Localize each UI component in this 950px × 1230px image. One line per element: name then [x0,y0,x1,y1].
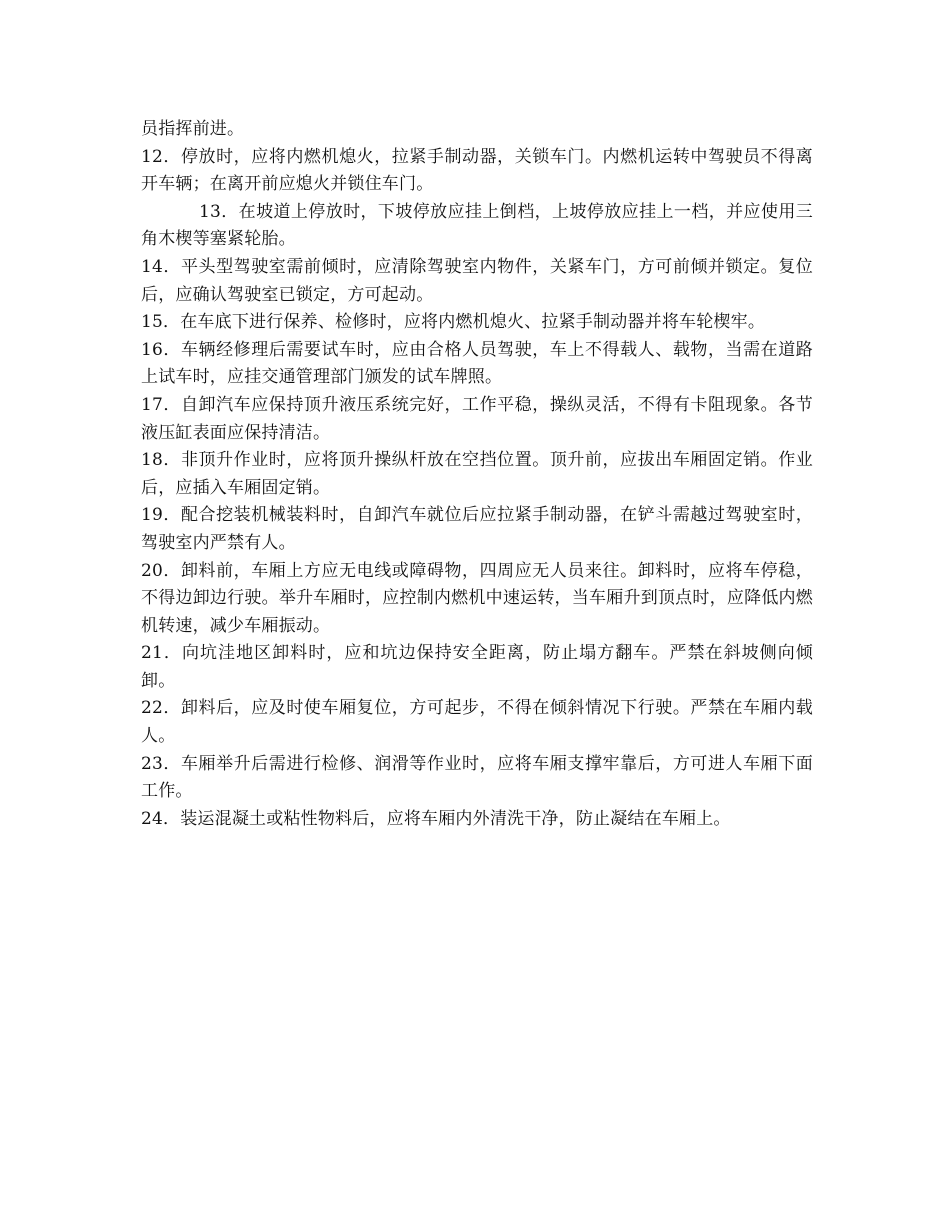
paragraph-item-19: 19．配合挖装机械装料时，自卸汽车就位后应拉紧手制动器，在铲斗需越过驾驶室时，驾驶室内严禁有人。 [141,505,813,553]
paragraph-continuation: 员指挥前进。 [141,119,245,139]
paragraph-item-16: 16．车辆经修理后需要试车时，应由合格人员驾驶，车上不得载人、载物，当需在道路上试车时，应挂交通管理部门颁发的试车牌照。 [141,339,813,388]
paragraph-item-15: 15．在车底下进行保养、检修时，应将内燃机熄火、拉紧手制动器并将车轮楔牢。 [141,312,766,333]
document-body [141,116,813,833]
paragraph-item-24: 24．装运混凝土或粘性物料后，应将车厢内外清洗干净，防止凝结在车厢上。 [141,808,731,829]
paragraph-item-22: 22．卸料后，应及时使车厢复位，方可起步，不得在倾斜情况下行驶。严禁在车厢内载人。 [141,698,813,747]
paragraph-item-23: 23．车厢举升后需进行检修、润滑等作业时，应将车厢支撑牢靠后，方可进人车厢下面工作。 [141,753,813,802]
paragraph-item-17: 17．自卸汽车应保持顶升液压系统完好，工作平稳，操纵灵活，不得有卡阻现象。各节液压缸表面应保持清洁。 [141,394,813,443]
paragraph-item-12: 12．停放时，应将内燃机熄火，拉紧手制动器，关锁车门。内燃机运转中驾驶员不得离开车辆；在离开前应熄火并锁住车门。 [141,146,813,195]
paragraph-item-13: 13．在坡道上停放时，下坡停放应挂上倒档，上坡停放应挂上一档，并应使用三角木楔等塞紧轮胎。 [141,201,813,250]
paragraph-item-14: 14．平头型驾驶室需前倾时，应清除驾驶室内物件，关紧车门，方可前倾并锁定。复位后，应确认驾驶室已锁定，方可起动。 [141,256,813,305]
paragraph-item-18: 18．非顶升作业时，应将顶升操纵杆放在空挡位置。顶升前，应拔出车厢固定销。作业后，应插入车厢固定销。 [141,450,813,498]
paragraph-item-21: 21．向坑洼地区卸料时，应和坑边保持安全距离，防止塌方翻车。严禁在斜坡侧向倾卸。 [141,643,813,691]
paragraph-item-20: 20．卸料前，车厢上方应无电线或障碍物，四周应无人员来往。卸料时，应将车停稳，不得边卸边行驶。举升车厢时，应控制内燃机中速运转，当车厢升到顶点时，应降低内燃机转速，减少车厢振动。 [141,560,813,636]
